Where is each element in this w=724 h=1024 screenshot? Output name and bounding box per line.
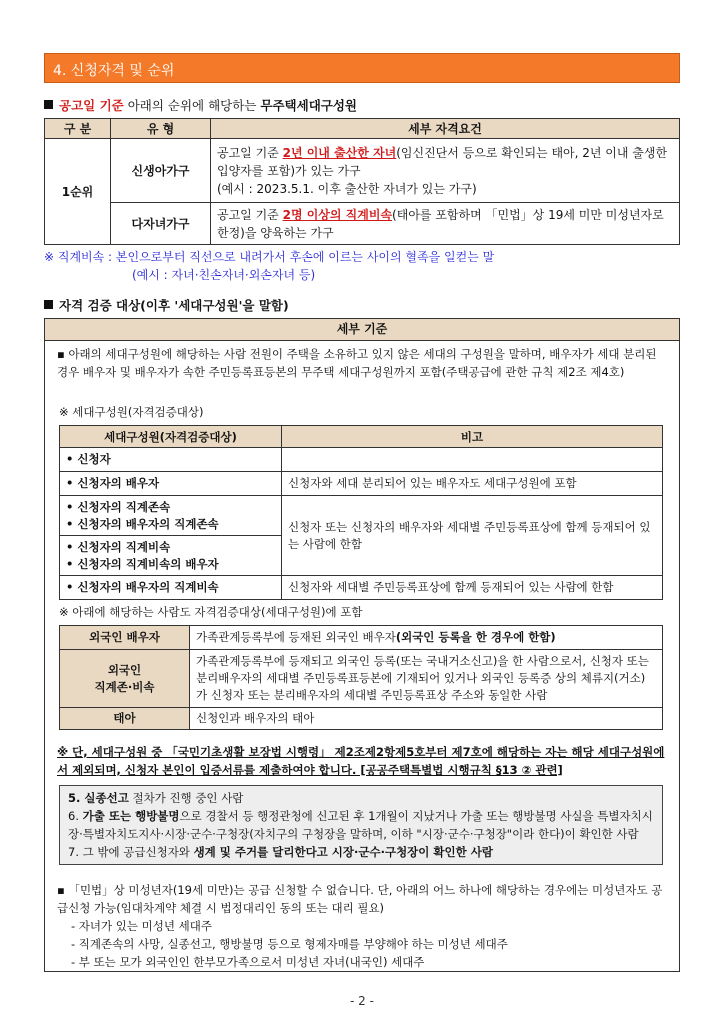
heading-rank-suffix: 무주택세대구성원 [260,98,357,113]
table-row: 태아 신청인과 배우자의 태아 [60,708,663,730]
list-item: - 자녀가 있는 미성년 세대주 [71,919,212,933]
detail-box [44,318,680,972]
type-newborn: 신생아가구 [111,139,211,203]
list-item: - 부 또는 모가 외국인인 한부모가족으로서 미성년 자녀(내국인) 세대주 [71,955,425,969]
table-row: 외국인 직계존·비속 가족관계등록부에 등재되고 외국인 등록(또는 국내거소신고)을 한 사람으로서, 신청자 또는 분리배우자의 세대별 주민등록표등본에 기재되어 있거나 외국인 등록증 상의 체류지(거소)가 신청자 또는 분리배우자의 세대별 주민등록표상 주소와 동일한 사람 [60,650,663,708]
heading-rank-middle: 아래의 순위에 해당하는 [123,98,261,113]
header-type: 유 형 [111,119,211,139]
detail-title: 세부 기준 [45,319,679,341]
rank-table-header [45,119,680,139]
type-multichild: 다자녀가구 [111,203,211,245]
minor-intro: ▪ 「민법」상 미성년자(19세 미만)는 공급 신청할 수 없습니다. 단, 아래의 어느 하나에 해당하는 경우에는 미성년자도 공급신청 가능(임대차계약 체결 시 법정대리인 동의 또는 대리 필요) [57,883,663,915]
heading-rank [44,96,357,114]
newborn-example: (예시 : 2023.5.1. 이후 출산한 자녀가 있는 가구) [217,181,477,196]
exclusion-list [59,785,663,865]
heading-rank-prefix: 공고일 기준 [59,98,124,113]
list-item: 5. 실종선고 절차가 진행 중인 사람 [68,791,244,805]
table-row: • 신청자의 배우자의 직계비속 신청자와 세대별 주민등록표상에 함께 등재되어 있는 사람에 한함 [60,576,663,600]
table-row: • 신청자의 직계존속 • 신청자의 배우자의 직계존속 신청자 또는 신청자의 배우자와 세대별 주민등록표상에 함께 등재되어 있는 사람에 한함 [60,496,663,536]
table-row: • 신청자 [60,448,663,472]
table-row: • 신청자의 배우자 신청자와 세대 분리되어 있는 배우자도 세대구성원에 포함 [60,472,663,496]
list-item: 7. 그 밖에 공급신청자와 생계 및 주거를 달리한다고 시장·군수·구청장이 확인한 사람 [68,845,493,859]
heading-verification: 자격 검증 대상(이후 '세대구성원'을 말함) [44,296,289,314]
member-header: 세대구성원(자격검증대상) [60,426,282,448]
header-requirements: 세부 자격요건 [211,119,680,139]
section-title-bar [44,53,680,83]
multichild-requirement: 공고일 기준 2명 이상의 직계비속(태아를 포함하며 「민법」상 19세 미만 미성년자로 한정)을 양육하는 가구 [211,203,680,245]
list-item: - 직계존속의 사망, 실종선고, 행방불명 등으로 형제자매를 부양해야 하는 미성년 세대주 [71,937,508,951]
square-bullet-icon [44,300,53,309]
table-row: • 신청자의 직계비속 • 신청자의 직계비속의 배우자 [60,536,663,576]
page-number: - 2 - [350,994,374,1008]
minor-section [57,881,671,971]
square-bullet-icon [44,100,53,109]
detail-intro: ▪ 아래의 세대구성원에 해당하는 사람 전원이 주택을 소유하고 있지 않은 세대의 구성원을 말하며, 배우자가 세대 분리된 경우 배우자 및 배우자가 속한 주민등록표등본의 무주택 세대구성원까지 포함(주택공급에 관한 규칙 제2조 제4호) [57,347,657,379]
newborn-highlight: 2년 이내 출산한 자녀 [282,145,397,160]
newborn-requirement: 공고일 기준 2년 이내 출산한 자녀(임신진단서 등으로 확인되는 태아, 2년 이내 출생한 입양자를 포함)가 있는 가구 (예시 : 2023.5.1. 이후 출산한 자녀가 있는 가구) [211,139,680,203]
foreign-table [59,625,663,730]
lineal-descendant-note: ※ 직계비속 : 본인으로부터 직선으로 내려가서 후손에 이르는 사이의 혈족을 일컫는 말 (예시 : 자녀·친손자녀·외손자녀 등) [44,250,495,282]
rank-label: 1순위 [45,139,111,245]
list-item: 6. 가출 또는 행방불명으로 경찰서 등 행정관청에 신고된 후 1개월이 지났거나 가출 또는 행방불명 사실을 특별자치시장·특별자치도지사·시장·군수·구청장(자치구의 구청장을 말하며, 이하 "시장·군수·구청장"이라 한다)이 확인한 사람 [68,809,653,841]
note-members: ※ 세대구성원(자격검증대상) [59,405,204,419]
header-category: 구 분 [45,119,111,139]
table-row: 외국인 배우자 가족관계등록부에 등재된 외국인 배우자(외국인 등록을 한 경우에 한함) [60,626,663,650]
table-row [45,139,680,203]
section-title: 4. 신청자격 및 순위 [53,63,175,79]
remark-header: 비고 [282,426,663,448]
exclusion-note: ※ 단, 세대구성원 중 「국민기초생활 보장법 시행령」 제2조제2항제5호부터 제7호에 해당하는 자는 해당 세대구성원에서 제외되며, 신청자 본인이 입증서류를 제출하여야 합니다. [공공주택특별법 시행규칙 §13 ② 관련] [57,745,665,777]
table-row [45,203,680,245]
member-table [59,425,663,600]
rank-table [44,118,680,245]
multichild-highlight: 2명 이상의 직계비속 [282,207,393,222]
note-foreign: ※ 아래에 해당하는 사람도 자격검증대상(세대구성원)에 포함 [59,605,363,619]
